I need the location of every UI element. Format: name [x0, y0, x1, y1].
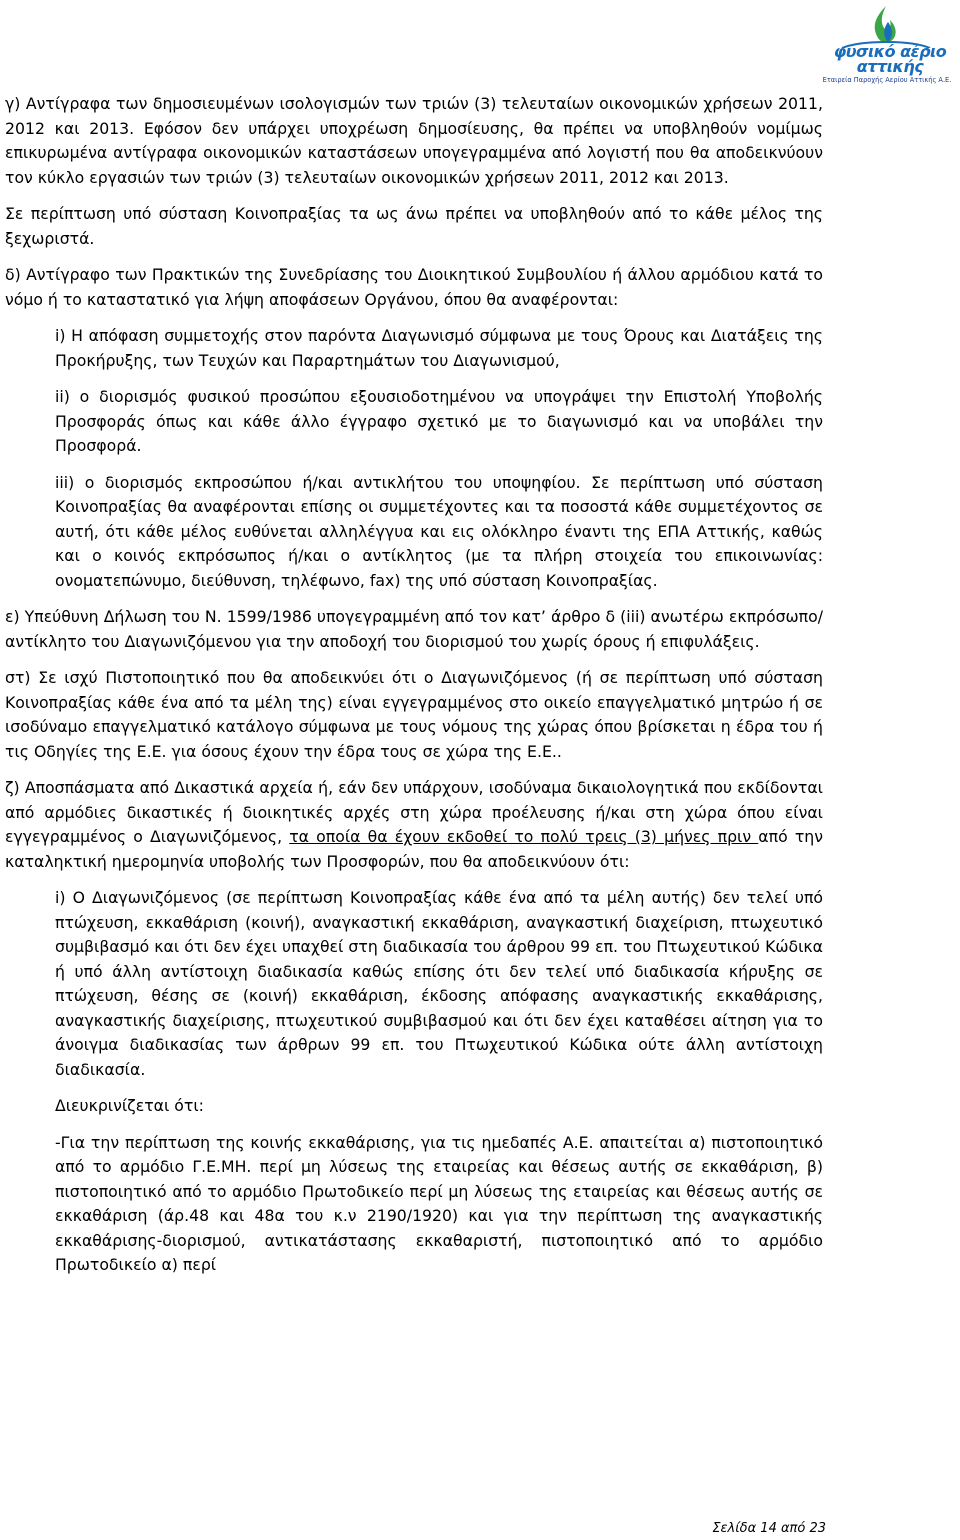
paragraph-koinopraxia: Σε περίπτωση υπό σύσταση Κοινοπραξίας τα ως άνω πρέπει να υποβληθούν από το κάθε μέλος της ξεχωριστά. [5, 204, 823, 248]
paragraph-g: γ) Αντίγραφα των δημοσιευμένων ισολογισμών των τριών (3) τελευταίων οικονομικών χρήσεων 2011, 2012 και 2013. Εφόσον δεν υπάρχει υποχρέωση δημοσίευσης, θα πρέπει να υποβληθούν νομίμως επικυρωμένα αντίγραφα οικονομικών καταστάσεων υπογεγραμμένα από λογιστή που θα αποδεικνύουν τον κύκλο εργασιών των τριών (3) τελευταίων οικονομικών χρήσεων 2011, 2012 και 2013. [5, 94, 823, 187]
paragraph-z-i: i) Ο Διαγωνιζόμενος (σε περίπτωση Κοινοπραξίας κάθε ένα από τα μέλη αυτής) δεν τελεί υπό πτώχευση, εκκαθάριση (κοινή), αναγκαστική εκκαθάριση, αναγκαστική διαχείριση, πτωχευτικό συμβιβασμό και ότι δεν έχει υπαχθεί στη διαδικασία του άρθρου 99 επ. του Πτωχευτικού Κώδικα ή υπό άλλη αντίστοιχη διαδικασία καθώς επίσης ότι δεν τελεί υπό διαδικασία κήρυξης σε πτώχευση, θέσης σε (κοινή) εκκαθάριση, έκδοσης απόφασης αναγκαστικής εκκαθάρισης, αναγκαστικής διαχείρισης, πτωχευτικού συμβιβασμού και ότι δεν έχει καταθέσει αίτηση για το άνοιγμα διαδικασίας των άρθρων 99 επ. του Πτωχευτικού Κώδικα ούτε άλλη αντίστοιχη διαδικασία. [55, 888, 823, 1079]
paragraph-z-underlined: τα οποία θα έχουν εκδοθεί το πολύ τρεις (3) μήνες πριν [289, 827, 759, 846]
logo-subtitle: Εταιρεία Παροχής Αερίου Αττικής Α.Ε. [822, 76, 952, 84]
document-body [5, 92, 823, 1278]
paragraph-z-start: ζ) Αποσπάσματα από Δικαστικά αρχεία ή, εάν δεν υπάρχουν, ισοδύναμα δικαιολογητικά που εκδίδονται από αρμόδιες δικαστικές ή διοικητικές αρχές στη χώρα προέλευσης ή/και στη χώρα όπου είναι εγγεγραμμένος ο Διαγωνιζόμενος, [5, 778, 823, 846]
paragraph-z [5, 776, 823, 874]
page-number: Σελίδα 14 από 23 [712, 1521, 826, 1536]
paragraph-ae: -Για την περίπτωση της κοινής εκκαθάρισης, για τις ημεδαπές Α.Ε. απαιτείται α) πιστοποιητικό από το αρμόδιο Γ.Ε.ΜΗ. περί μη λύσεως της εταιρείας και θέσεως αυτής σε εκκαθάριση, β) πιστοποιητικό από το αρμόδιο Πρωτοδικείο περί μη λύσεως της εταιρείας και θέσεως αυτής σε εκκαθάριση (άρ.48 και 48α του κ.ν 2190/1920) και για την περίπτωση της αναγκαστικής εκκαθάρισης-διορισμού, αντικατάστασης εκκαθαριστή, πιστοποιητικό από το αρμόδιο Πρωτοδικείο α) περί [55, 1132, 823, 1274]
paragraph-st: στ) Σε ισχύ Πιστοποιητικό που θα αποδεικνύει ότι ο Διαγωνιζόμενος (ή σε περίπτωση υπό σύσταση Κοινοπραξίας κάθε ένα από τα μέλη της) είναι εγγεγραμμένος στο οικείο επαγγελματικό μητρώο ή σε ισοδύναμο επαγγελματικό κατάλογο σύμφωνα με τους νόμους της χώρας όπου βρίσκεται η έδρα του ή τις Οδηγίες της Ε.Ε. για όσους έχουν την έδρα τους σε χώρα της Ε.Ε.. [5, 668, 823, 761]
paragraph-d-iii: iii) ο διορισμός εκπροσώπου ή/και αντικλήτου του υποψηφίου. Σε περίπτωση υπό σύσταση Κοινοπραξίας θα αναφέρονται επίσης οι συμμετέχοντες και τα ποσοστά κάθε συμμετέχοντος σε αυτή, ότι κάθε μέλος ευθύνεται αλληλέγγυα και εις ολόκληρο έναντι της ΕΠΑ Αττικής, καθώς και ο κοινός εκπρόσωπος ή/και ο αντίκλητος (με τα πλήρη στοιχεία του επικοινωνίας: ονοματεπώνυμο, διεύθυνση, τηλέφωνο, fax) της υπό σύσταση Κοινοπραξίας. [55, 472, 823, 590]
paragraph-d-ii: ii) ο διορισμός φυσικού προσώπου εξουσιοδοτημένου να υπογράψει την Επιστολή Υποβολής Προσφοράς όπως και κάθε άλλο έγγραφο σχετικό με το διαγωνισμό και να υποβάλει την Προσφορά. [55, 387, 823, 455]
company-logo [812, 4, 960, 84]
paragraph-d: δ) Αντίγραφο των Πρακτικών της Συνεδρίασης του Διοικητικού Συμβουλίου ή άλλου αρμόδιου κατά το νόμο ή το καταστατικό για λήψη αποφάσεων Οργάνου, όπου θα αναφέρονται: [5, 265, 823, 309]
paragraph-z-end: από την καταληκτική ημερομηνία υποβολής των Προσφορών, που θα αποδεικνύουν ότι: [5, 827, 823, 871]
paragraph-clarify: Διευκρινίζεται ότι: [55, 1096, 204, 1115]
logo-wordmark: φυσικό αέριο αττικής [833, 42, 947, 76]
paragraph-d-i: i) Η απόφαση συμμετοχής στον παρόντα Διαγωνισμό σύμφωνα με τους Όρους και Διατάξεις της Προκήρυξης, των Τευχών και Παραρτημάτων του Διαγωνισμού, [55, 326, 823, 370]
paragraph-e: ε) Υπεύθυνη Δήλωση του Ν. 1599/1986 υπογεγραμμένη από τον κατ’ άρθρο δ (iii) ανωτέρω εκπρόσωπο/αντίκλητο του Διαγωνιζόμενου για την αποδοχή του διορισμού του χωρίς όρους ή επιφυλάξεις. [5, 607, 823, 651]
